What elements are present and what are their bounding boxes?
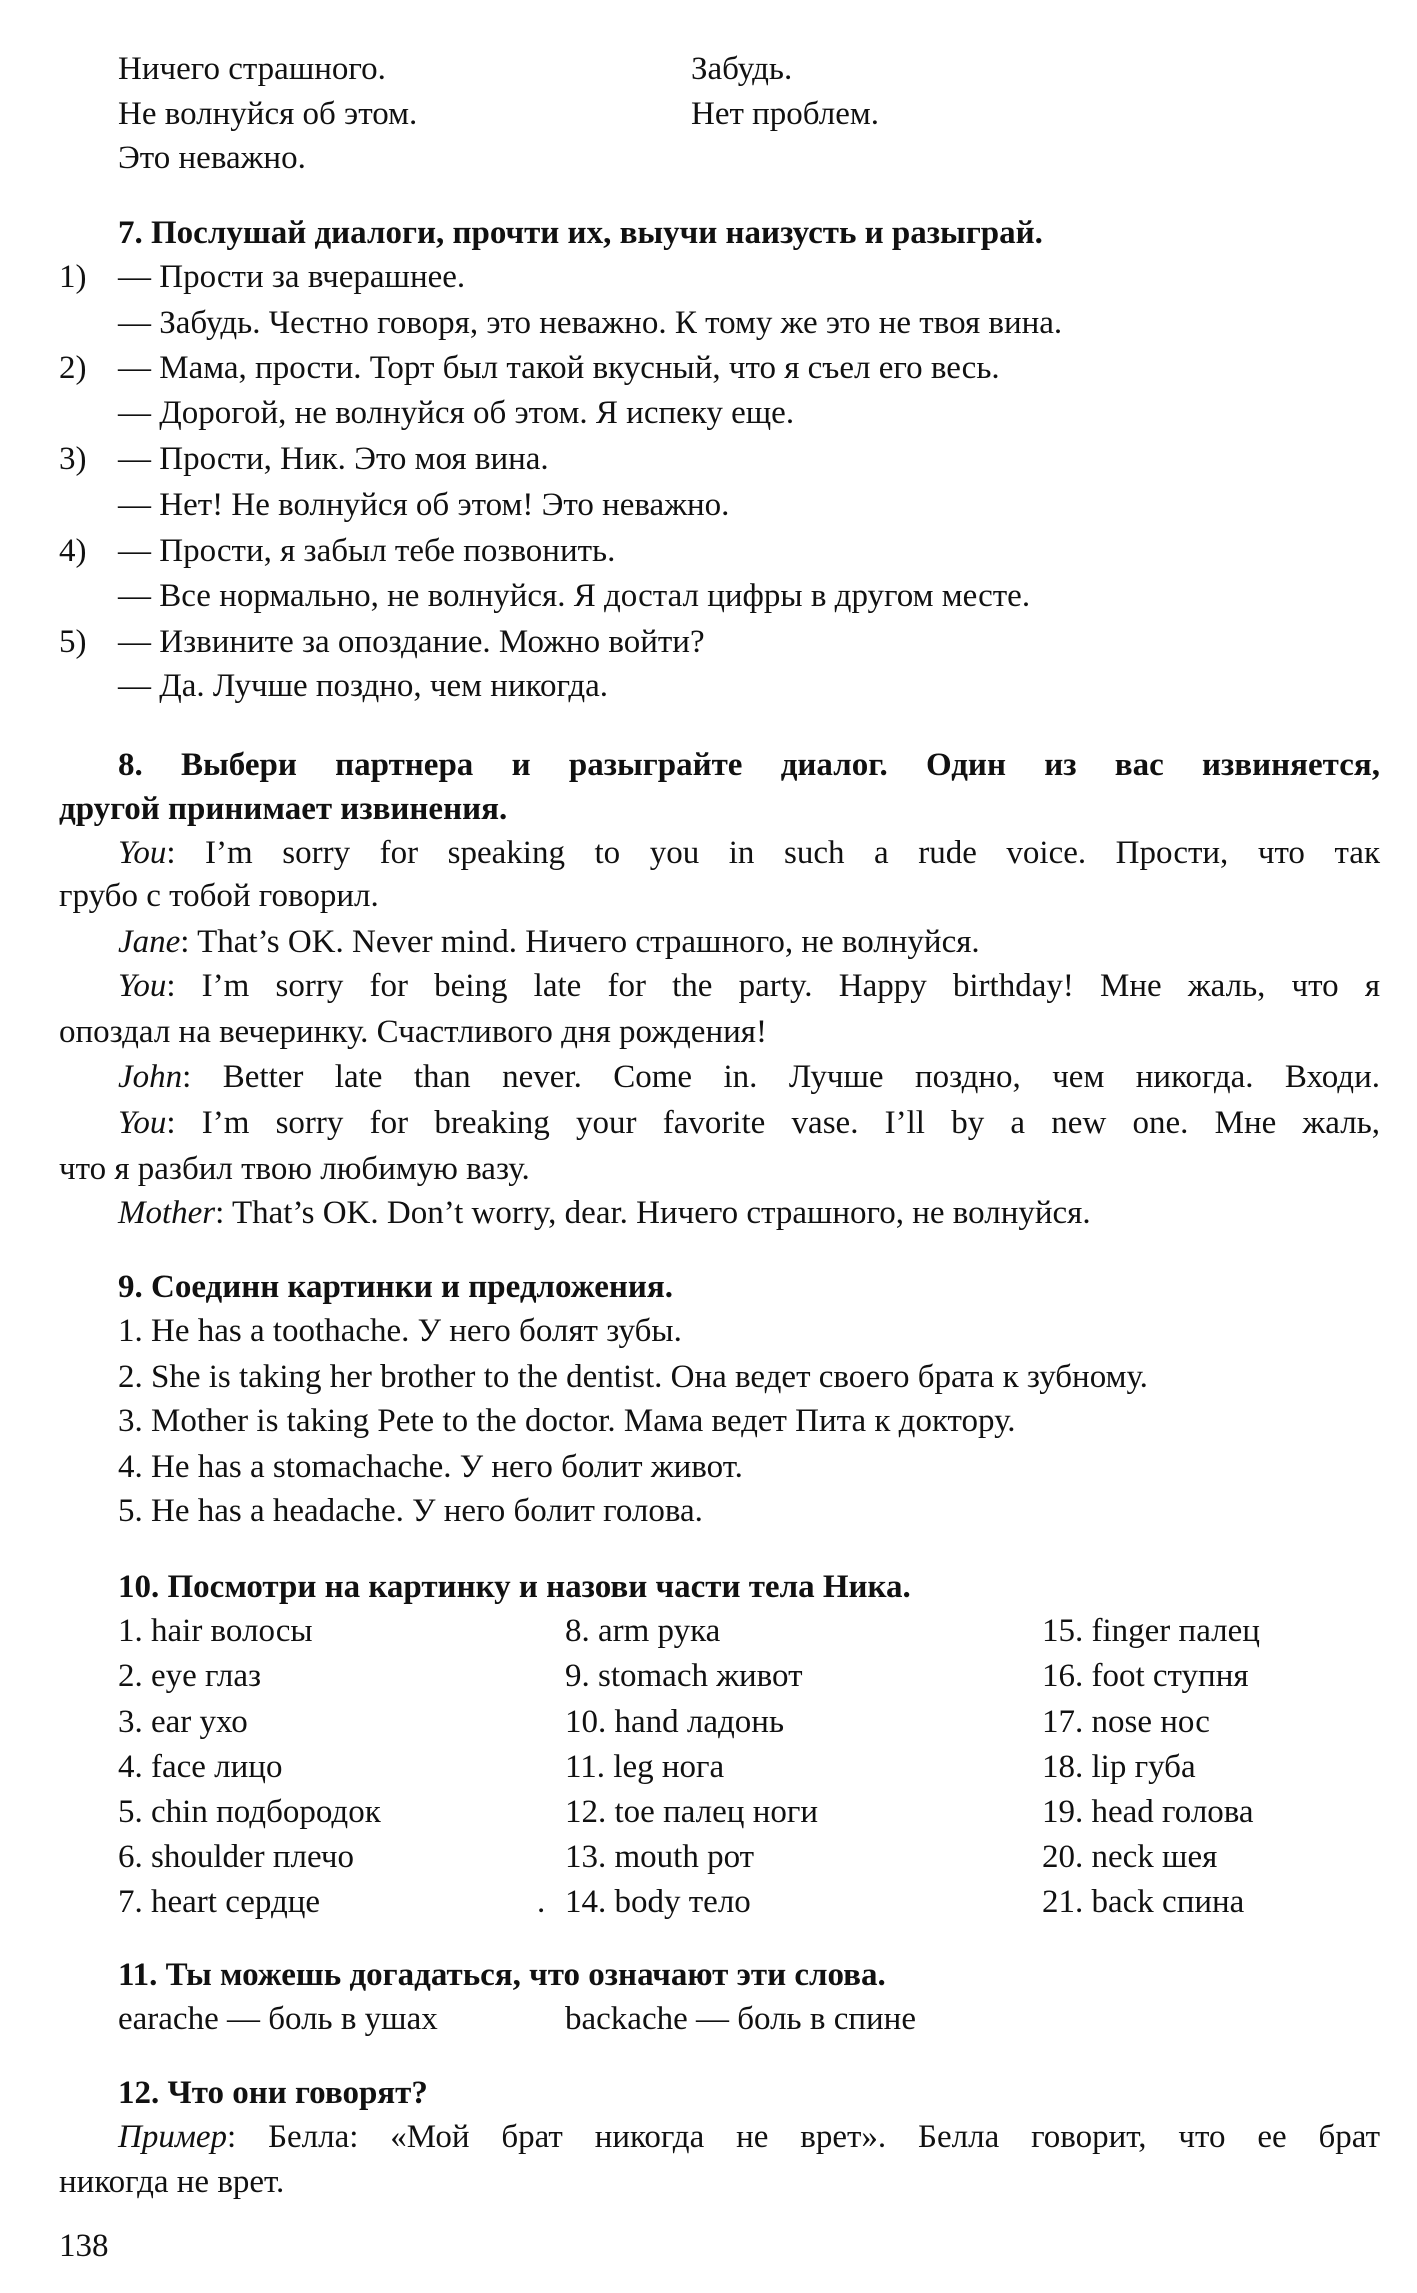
exercise-8-title-cont: другой принимает извинения.	[59, 791, 508, 827]
turn-text: : I’m sorry for breaking your favorite vase. I’ll by a new one. Мне жаль,	[166, 1105, 1380, 1141]
dialog-turn	[118, 831, 1380, 875]
dialog-turn	[118, 1055, 1380, 1099]
dialog-line: — Все нормально, не волнуйся. Я достал цифры в другом месте.	[118, 578, 1031, 614]
body-part-item: 9. stomach живот	[565, 1658, 803, 1694]
body-part-item: 21. back спина	[1042, 1884, 1245, 1920]
dialog-number: 3)	[59, 441, 87, 477]
sentence-item: 2. She is taking her brother to the dentist. Она ведет своего брата к зубному.	[118, 1359, 1148, 1395]
dialog-number: 1)	[59, 259, 87, 295]
sentence-item: 1. He has a toothache. У него болят зубы.	[118, 1313, 682, 1349]
dialog-line: — Прости за вчерашнее.	[118, 259, 466, 295]
exercise-7-title: 7. Послушай диалоги, прочти их, выучи наизусть и разыграй.	[118, 215, 1043, 251]
dialog-line: — Да. Лучше поздно, чем никогда.	[118, 668, 609, 704]
body-part-item: 19. head голова	[1042, 1794, 1254, 1830]
dialog-line: — Мама, прости. Торт был такой вкусный, что я съел его весь.	[118, 350, 1000, 386]
dialog-number: 5)	[59, 624, 87, 660]
sentence-item: 5. He has a headache. У него болит голова.	[118, 1493, 703, 1529]
example-line	[118, 2115, 1380, 2159]
turn-continuation: что я разбил твою любимую вазу.	[59, 1151, 530, 1187]
example-label: Пример	[118, 2119, 228, 2155]
phrase: Нет проблем.	[691, 96, 880, 132]
phrase: Не волнуйся об этом.	[118, 96, 418, 132]
phrase: Забудь.	[691, 51, 793, 87]
example-text: : Белла: «Мой брат никогда не врет». Белла говорит, что ее брат	[227, 2119, 1380, 2155]
speaker: You	[118, 835, 167, 871]
speaker: Mother	[118, 1195, 216, 1231]
exercise-11-title: 11. Ты можешь догадаться, что означают эти слова.	[118, 1957, 886, 1993]
exercise-10-title: 10. Посмотри на картинку и назови части тела Ника.	[118, 1569, 911, 1605]
body-part-item: 5. chin подбородок	[118, 1794, 381, 1830]
body-part-item: 2. eye глаз	[118, 1658, 262, 1694]
speaker: Jane	[118, 924, 181, 960]
phrase: Ничего страшного.	[118, 51, 386, 87]
turn-text: : That’s OK. Never mind. Ничего страшного, не волнуйся.	[180, 924, 980, 960]
speaker: John	[118, 1059, 183, 1095]
body-part-item: 6. shoulder плечо	[118, 1839, 354, 1875]
dialog-line: — Нет! Не волнуйся об этом! Это неважно.	[118, 487, 730, 523]
dialog-turn	[118, 1101, 1380, 1145]
body-part-item: 14. body тело	[565, 1884, 751, 1920]
body-part-item: 13. mouth рот	[565, 1839, 755, 1875]
word-item: backache — боль в спине	[565, 2001, 916, 2037]
body-part-item: 8. arm рука	[565, 1613, 721, 1649]
stray-dot-mark: .	[537, 1884, 546, 1920]
dialog-turn	[118, 1191, 1091, 1235]
dialog-number: 2)	[59, 350, 87, 386]
dialog-number: 4)	[59, 533, 87, 569]
turn-text: : That’s OK. Don’t worry, dear. Ничего страшного, не волнуйся.	[215, 1195, 1091, 1231]
turn-continuation: опоздал на вечеринку. Счастливого дня рождения!	[59, 1014, 767, 1050]
turn-text: : Better late than never. Come in. Лучше поздно, чем никогда. Входи.	[182, 1059, 1380, 1095]
example-continuation: никогда не врет.	[59, 2164, 285, 2200]
body-part-item: 11. leg нога	[565, 1749, 725, 1785]
exercise-8-title: 8. Выбери партнера и разыграйте диалог. Один из вас извиняется,	[118, 747, 1380, 783]
page-number: 138	[59, 2228, 109, 2264]
dialog-line: — Дорогой, не волнуйся об этом. Я испеку еще.	[118, 395, 795, 431]
body-part-item: 20. neck шея	[1042, 1839, 1218, 1875]
turn-text: : I’m sorry for speaking to you in such a rude voice. Прости, что так	[166, 835, 1380, 871]
exercise-9-title: 9. Соединн картинки и предложения.	[118, 1269, 673, 1305]
sentence-item: 3. Mother is taking Pete to the doctor. Мама ведет Пита к доктору.	[118, 1403, 1016, 1439]
body-part-item: 7. heart сердце	[118, 1884, 321, 1920]
body-part-item: 10. hand ладонь	[565, 1704, 785, 1740]
word-item: earache — боль в ушах	[118, 2001, 438, 2037]
body-part-item: 12. toe палец ноги	[565, 1794, 819, 1830]
sentence-item: 4. He has a stomachache. У него болит живот.	[118, 1449, 743, 1485]
dialog-line: — Прости, Ник. Это моя вина.	[118, 441, 549, 477]
body-part-item: 17. nose нос	[1042, 1704, 1210, 1740]
body-part-item: 4. face лицо	[118, 1749, 283, 1785]
dialog-turn	[118, 964, 1380, 1008]
speaker: You	[118, 968, 167, 1004]
phrase: Это неважно.	[118, 140, 306, 176]
turn-text: : I’m sorry for being late for the party. Happy birthday! Мне жаль, что я	[166, 968, 1380, 1004]
dialog-line: — Прости, я забыл тебе позвонить.	[118, 533, 616, 569]
body-part-item: 15. finger палец	[1042, 1613, 1260, 1649]
dialog-line: — Забудь. Честно говоря, это неважно. К тому же это не твоя вина.	[118, 305, 1063, 341]
body-part-item: 18. lip губа	[1042, 1749, 1196, 1785]
body-part-item: 3. ear ухо	[118, 1704, 248, 1740]
speaker: You	[118, 1105, 167, 1141]
turn-continuation: грубо с тобой говорил.	[59, 878, 379, 914]
exercise-12-title: 12. Что они говорят?	[118, 2075, 428, 2111]
body-part-item: 1. hair волосы	[118, 1613, 313, 1649]
dialog-line: — Извините за опоздание. Можно войти?	[118, 624, 705, 660]
dialog-turn	[118, 920, 980, 964]
body-part-item: 16. foot ступня	[1042, 1658, 1249, 1694]
